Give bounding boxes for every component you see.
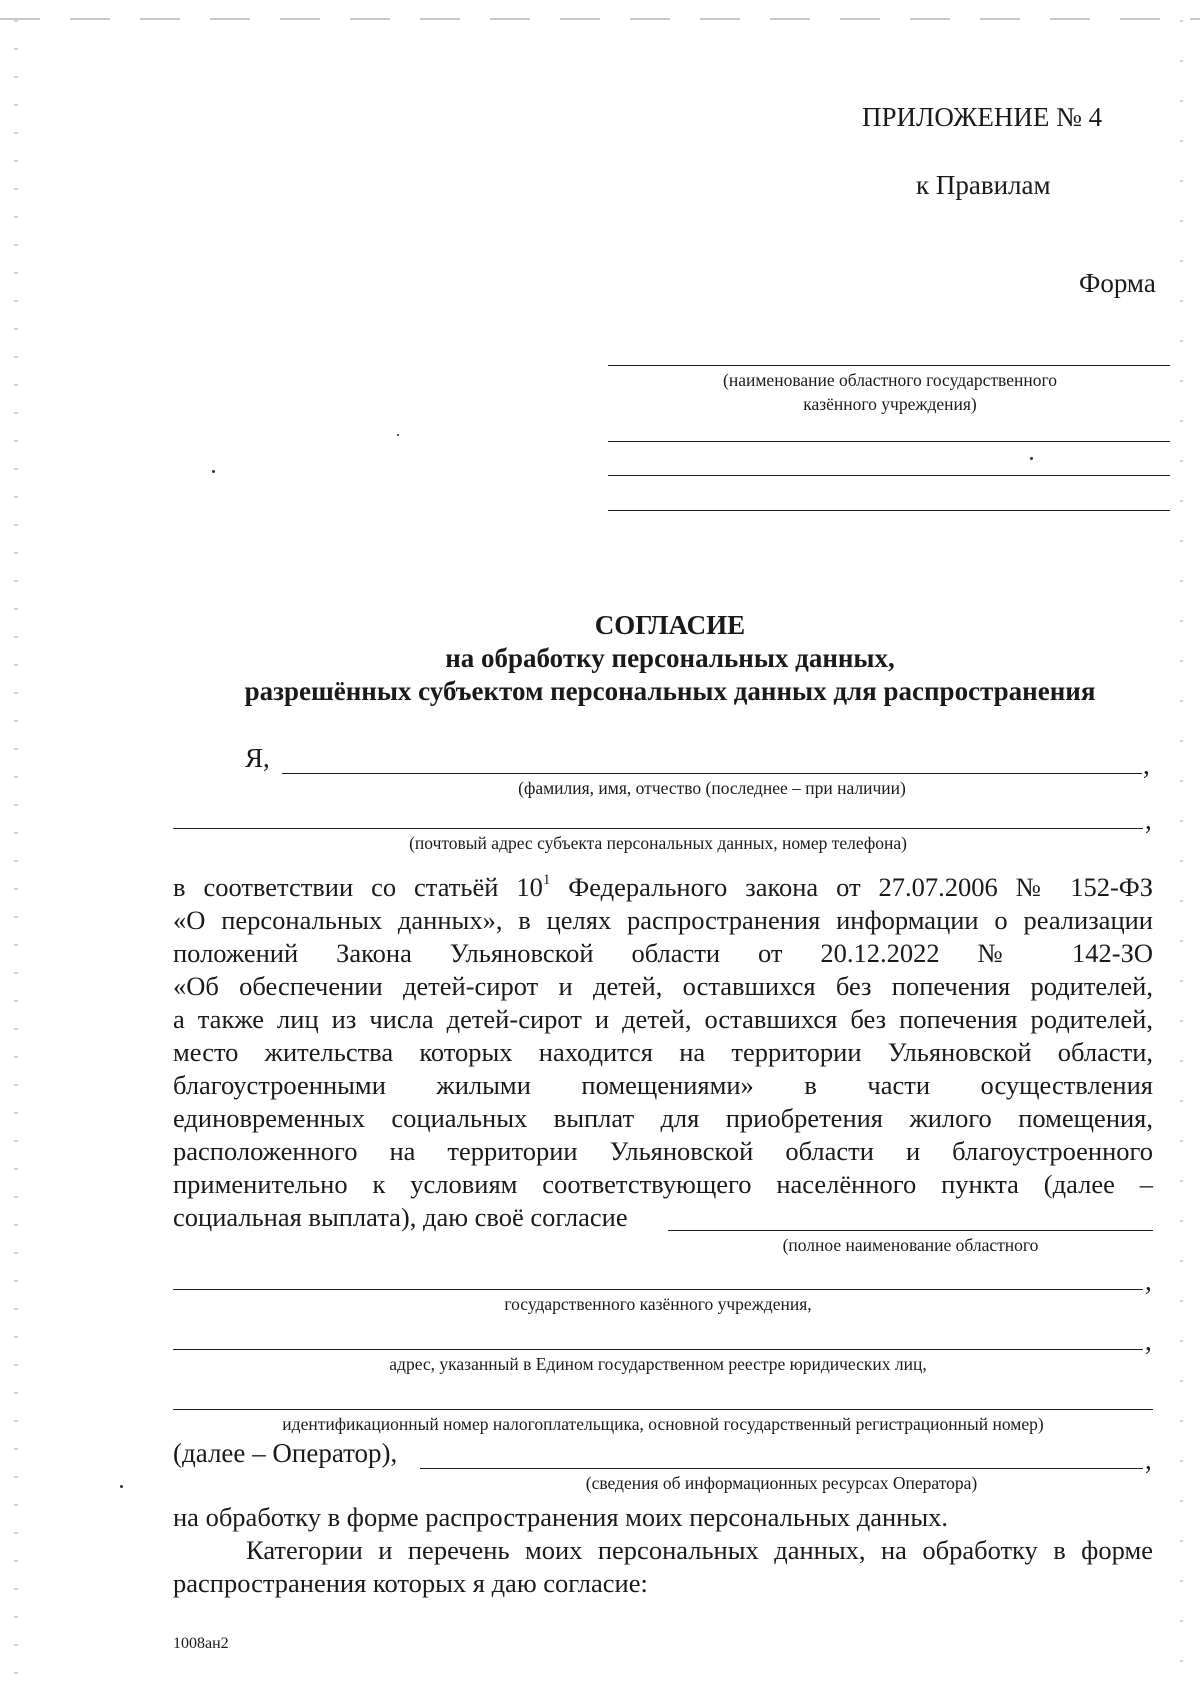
fio-caption: (фамилия, имя, отчество (последнее – при наличии) xyxy=(518,778,906,798)
body-line: единовременных социальных выплат для приобретения жилого помещения, xyxy=(173,1103,1153,1133)
closing-line: на обработку в форме распространения моих персональных данных. xyxy=(173,1502,949,1532)
resources-line xyxy=(420,1468,1143,1469)
operator-line xyxy=(173,1289,1143,1290)
addressee-line xyxy=(608,510,1170,511)
form-label: Форма xyxy=(1079,268,1156,298)
operator-line xyxy=(668,1230,1153,1231)
i-prefix: Я, xyxy=(245,743,270,773)
field-comma: , xyxy=(1145,1326,1152,1356)
closing-line: Категории и перечень моих персональных данных, на обработку в форме xyxy=(246,1535,1153,1565)
scan-edge-top xyxy=(0,18,1200,20)
appendix-reference: к Правилам xyxy=(916,170,1051,200)
operator-prefix: (далее – Оператор), xyxy=(173,1438,398,1468)
body-line: расположенного на территории Ульяновской области и благоустроенного xyxy=(173,1136,1153,1166)
body-line: социальная выплата), даю своё согласие xyxy=(173,1202,628,1232)
scan-speck xyxy=(212,470,215,473)
operator-caption: адрес, указанный в Едином государственном реестре юридических лиц, xyxy=(389,1354,927,1374)
operator-line xyxy=(173,1409,1153,1410)
addressee-caption: (наименование областного государственного казённого учреждения) xyxy=(723,370,1057,414)
address-line xyxy=(173,828,1143,829)
scan-edge-left xyxy=(14,20,18,1680)
addressee-line xyxy=(608,441,1170,442)
body-line: «О персональных данных», в целях распространения информации о реализации xyxy=(173,905,1153,935)
resources-caption: (сведения об информационных ресурсах Оператора) xyxy=(585,1473,978,1493)
footer-code: 1008ан2 xyxy=(173,1635,229,1652)
document-title: СОГЛАСИЕ xyxy=(594,610,746,640)
field-comma: , xyxy=(1145,805,1152,835)
appendix-number: ПРИЛОЖЕНИЕ № 4 xyxy=(862,102,1103,132)
body-line: в соответствии со статьёй $10^1$ Федерального закона от 27.07.2006 № 152-ФЗ xyxy=(173,872,1153,902)
scan-edge-right xyxy=(1180,20,1183,1680)
closing-line: распространения которых я даю согласие: xyxy=(173,1568,648,1598)
scan-speck xyxy=(120,1485,123,1488)
body-line: место жительства которых находится на территории Ульяновской области, xyxy=(173,1037,1153,1067)
field-comma: , xyxy=(1145,1445,1152,1475)
document-subtitle: на обработку персональных данных, xyxy=(445,643,895,673)
scan-speck xyxy=(397,434,399,436)
document-subtitle: разрешённых субъектом персональных данных для распространения xyxy=(244,676,1096,706)
addressee-line xyxy=(608,365,1170,366)
fio-line xyxy=(282,773,1142,774)
field-comma: , xyxy=(1145,1266,1152,1296)
body-line: благоустроенными жилыми помещениями» в части осуществления xyxy=(173,1070,1153,1100)
operator-caption: государственного казённого учреждения, xyxy=(504,1294,812,1314)
operator-caption: идентификационный номер налогоплательщика, основной государственный регистрационный номер) xyxy=(282,1414,1044,1434)
body-line: а также лиц из числа детей-сирот и детей, оставшихся без попечения родителей, xyxy=(173,1004,1153,1034)
addressee-line xyxy=(608,475,1170,476)
scan-speck xyxy=(1030,457,1033,460)
address-caption: (почтовый адрес субъекта персональных данных, номер телефона) xyxy=(409,833,907,853)
body-line: применительно к условиям соответствующего населённого пункта (далее – xyxy=(173,1169,1153,1199)
body-line: положений Закона Ульяновской области от 20.12.2022 № 142-ЗО xyxy=(173,938,1153,968)
field-comma: , xyxy=(1143,750,1150,780)
body-line: «Об обеспечении детей-сирот и детей, оставшихся без попечения родителей, xyxy=(173,971,1153,1001)
operator-line xyxy=(173,1349,1143,1350)
operator-caption: (полное наименование областного xyxy=(782,1235,1039,1255)
